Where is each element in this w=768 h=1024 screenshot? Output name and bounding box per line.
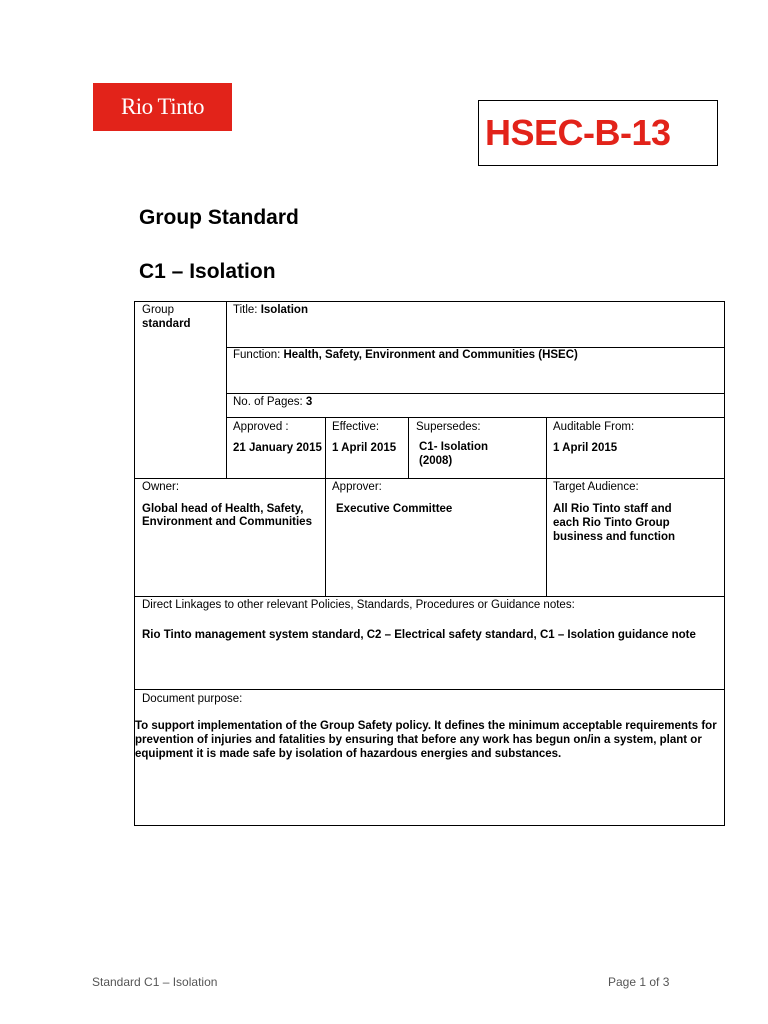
- table-divider: [408, 417, 409, 478]
- table-divider: [134, 596, 725, 597]
- table-divider: [546, 417, 547, 478]
- linkages-value: Rio Tinto management system standard, C2 – Electrical safety standard, C1 – Isolation guidance note: [142, 629, 696, 641]
- table-divider: [546, 478, 547, 596]
- effective-value: 1 April 2015: [332, 442, 397, 454]
- owner-value-line-1: Global head of Health, Safety,: [142, 503, 304, 515]
- auditable-label: Auditable From:: [553, 421, 635, 433]
- footer-page-number: Page 1 of 3: [608, 975, 670, 989]
- standard-title-heading: C1 – Isolation: [139, 260, 276, 283]
- footer-document-name: Standard C1 – Isolation: [92, 975, 218, 989]
- table-divider: [226, 417, 724, 418]
- approved-label: Approved :: [233, 421, 289, 433]
- document-code: HSEC-B-13: [485, 112, 671, 153]
- purpose-value-line-2: prevention of injuries and fatalities by ensuring that before any work has begun on/in a system, plant or: [135, 734, 702, 746]
- table-divider: [226, 393, 724, 394]
- auditable-value: 1 April 2015: [553, 442, 618, 454]
- purpose-value-line-1: To support implementation of the Group Safety policy. It defines the minimum acceptable requirements for: [135, 720, 717, 732]
- table-divider: [134, 478, 725, 479]
- function-field: [233, 348, 578, 362]
- audience-value-line-1: All Rio Tinto staff and: [553, 503, 672, 515]
- title-label: Title:: [233, 304, 261, 316]
- approver-label: Approver:: [332, 481, 382, 493]
- pages-value: 3: [305, 396, 313, 408]
- title-value: Isolation: [260, 304, 308, 316]
- function-value: Health, Safety, Environment and Communities (HSEC): [283, 349, 578, 361]
- table-border-top: [134, 301, 725, 302]
- doc-type-label: Group: [142, 304, 174, 316]
- table-divider: [325, 417, 326, 478]
- table-border-right: [724, 301, 725, 826]
- function-label: Function:: [233, 349, 284, 361]
- table-divider: [325, 478, 326, 596]
- linkages-label: Direct Linkages to other relevant Policies, Standards, Procedures or Guidance notes:: [142, 599, 575, 611]
- purpose-label: Document purpose:: [142, 693, 243, 705]
- supersedes-value: C1- Isolation: [419, 441, 489, 453]
- approver-value: Executive Committee: [336, 503, 453, 515]
- effective-label: Effective:: [332, 421, 380, 433]
- logo-text: Rio Tinto: [120, 94, 205, 119]
- standard-category-heading: Group Standard: [139, 206, 299, 229]
- pages-label: No. of Pages:: [233, 396, 306, 408]
- supersedes-label: Supersedes:: [416, 421, 481, 433]
- purpose-value-line-3: equipment it is made safe by isolation of hazardous energies and substances.: [135, 748, 562, 760]
- table-border-bottom: [134, 825, 725, 826]
- supersedes-year: (2008): [419, 455, 453, 467]
- table-divider: [134, 689, 725, 690]
- owner-value-line-2: Environment and Communities: [142, 516, 312, 528]
- table-divider: [226, 301, 227, 478]
- title-field: [233, 303, 308, 317]
- owner-label: Owner:: [142, 481, 180, 493]
- audience-value-line-3: business and function: [553, 531, 676, 543]
- doc-type-value: standard: [142, 318, 191, 330]
- approved-value: 21 January 2015: [233, 442, 322, 454]
- pages-field: [233, 395, 312, 409]
- audience-value-line-2: each Rio Tinto Group: [553, 517, 670, 529]
- audience-label: Target Audience:: [553, 481, 639, 493]
